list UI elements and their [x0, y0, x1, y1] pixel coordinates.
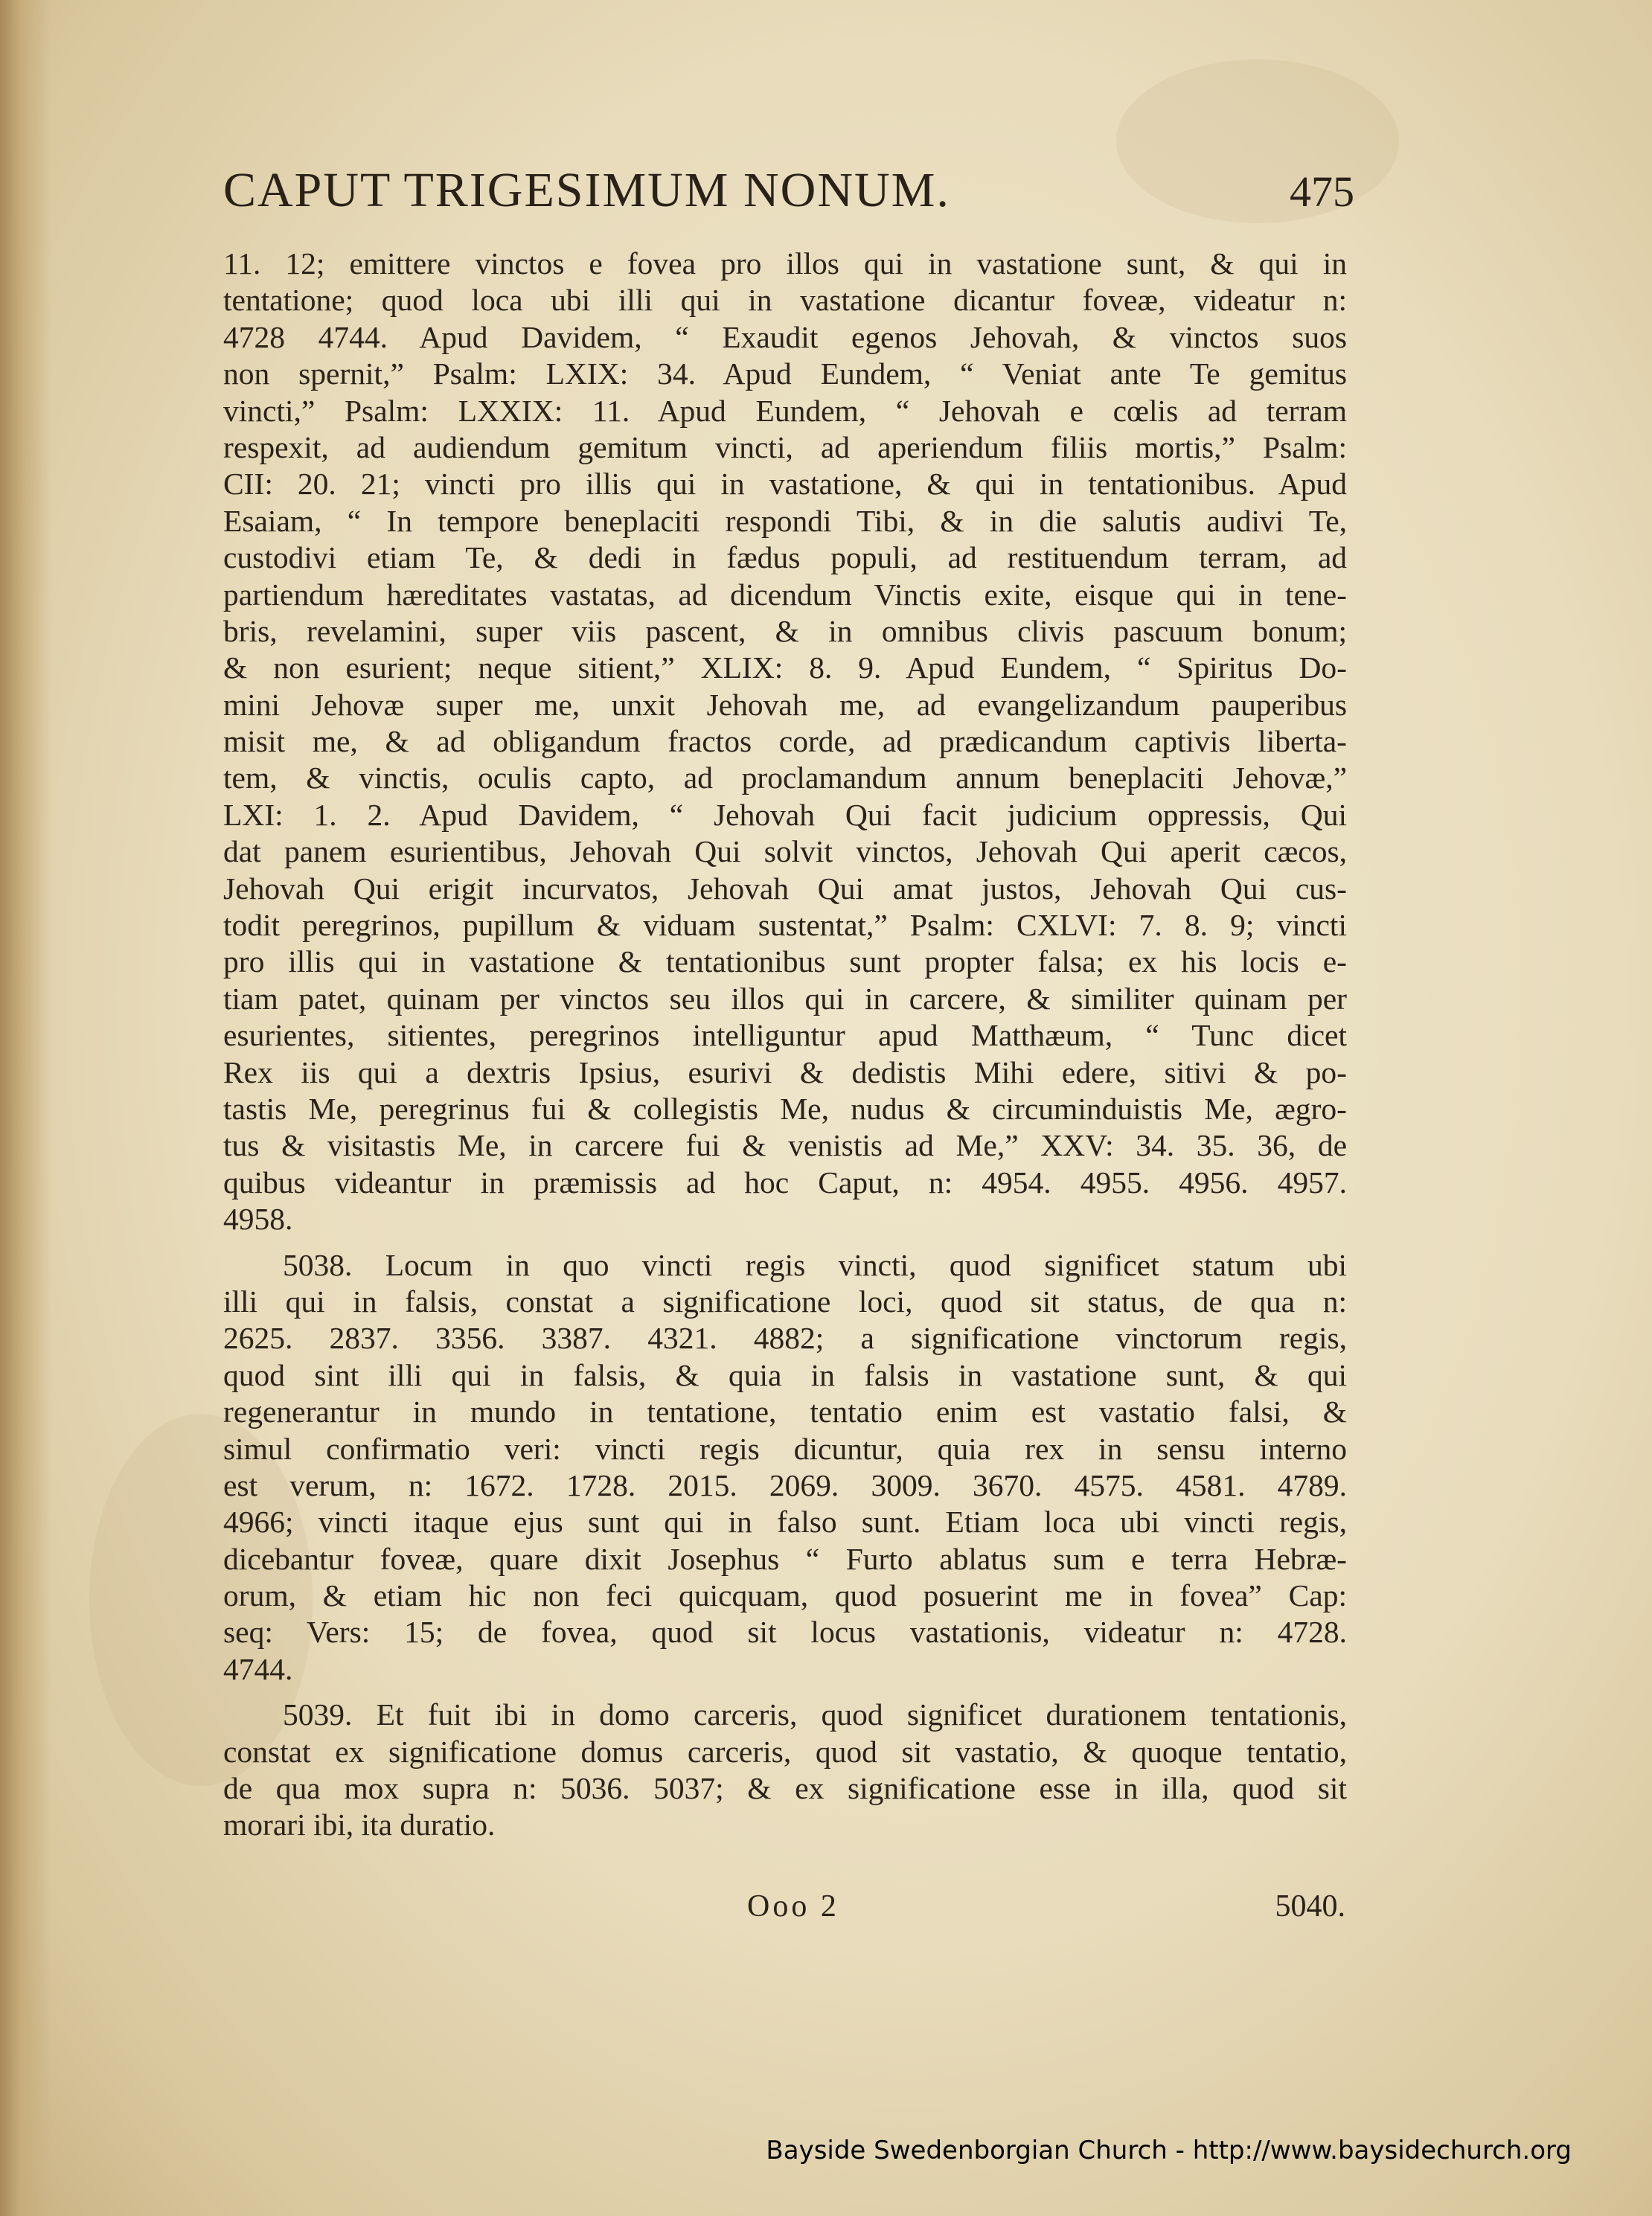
- text-line: misit me, & ad obligandum fractos corde, ad prædicandum captivis liberta-: [223, 724, 1347, 759]
- text-line: non spernit,” Psalm: LXIX: 34. Apud Eundem, “ Veniat ante Te gemitus: [223, 356, 1347, 391]
- text-line: 4744.: [223, 1651, 293, 1686]
- text-line: Rex iis qui a dextris Ipsius, esurivi & dedistis Mihi edere, sitivi & po-: [223, 1054, 1347, 1089]
- text-line: esurientes, sitientes, peregrinos intelliguntur apud Matthæum, “ Tunc dicet: [223, 1018, 1347, 1053]
- text-line: est verum, n: 1672. 1728. 2015. 2069. 3009. 3670. 4575. 4581. 4789.: [223, 1467, 1347, 1502]
- text-line: bris, revelamini, super viis pascent, & in omnibus clivis pascuum bonum;: [223, 613, 1347, 648]
- page-number: 475: [1290, 167, 1354, 216]
- text-line: tiam patet, quinam per vinctos seu illos qui in carcere, & similiter quinam per: [223, 981, 1347, 1016]
- text-line: quod sint illi qui in falsis, & quia in falsis in vastatione sunt, & qui: [223, 1357, 1347, 1392]
- text-line: mini Jehovæ super me, unxit Jehovah me, ad evangelizandum pauperibus: [223, 687, 1347, 722]
- text-line: Jehovah Qui erigit incurvatos, Jehovah Qui amat justos, Jehovah Qui cus-: [223, 871, 1347, 906]
- text-line: custodivi etiam Te, & dedi in fædus populi, ad restituendum terram, ad: [223, 540, 1347, 575]
- text-line: illi qui in falsis, constat a significatione loci, quod sit status, de qua n:: [223, 1284, 1347, 1319]
- text-line: constat ex significatione domus carceris, quod sit vastatio, & quoque tentatio,: [223, 1734, 1347, 1769]
- text-line: respexit, ad audiendum gemitum vincti, ad aperiendum filiis mortis,” Psalm:: [223, 429, 1347, 464]
- text-line: todit peregrinos, pupillum & viduam sustentat,” Psalm: CXLVI: 7. 8. 9; vincti: [223, 908, 1347, 943]
- catchword: 5040.: [1275, 1889, 1345, 1924]
- text-line: dicebantur foveæ, quare dixit Josephus “ Furto ablatus sum e terra Hebræ-: [223, 1541, 1347, 1576]
- text-line: seq: Vers: 15; de fovea, quod sit locus vastationis, videatur n: 4728.: [223, 1615, 1347, 1650]
- binding-shadow: [0, 0, 52, 2216]
- text-line: simul confirmatio veri: vincti regis dicuntur, quia rex in sensu interno: [223, 1431, 1347, 1466]
- text-line: partiendum hæreditates vastatas, ad dicendum Vinctis exite, eisque qui in tene-: [223, 577, 1347, 612]
- text-line: orum, & etiam hic non feci quicquam, quod posuerint me in fovea” Cap:: [223, 1578, 1347, 1613]
- text-line: 4966; vincti itaque ejus sunt qui in falso sunt. Etiam loca ubi vincti regis,: [223, 1505, 1347, 1540]
- text-line: tentatione; quod loca ubi illi qui in vastatione dicantur foveæ, videatur n:: [223, 283, 1347, 318]
- text-line: tem, & vinctis, oculis capto, ad proclamandum annum beneplaciti Jehovæ,”: [223, 760, 1347, 795]
- text-line: 2625. 2837. 3356. 3387. 4321. 4882; a significatione vinctorum regis,: [223, 1321, 1347, 1356]
- text-line: CII: 20. 21; vincti pro illis qui in vastatione, & qui in tentationibus. Apud: [223, 467, 1347, 502]
- text-line: 4958.: [223, 1202, 293, 1237]
- text-line: 11. 12; emittere vinctos e fovea pro illos qui in vastatione sunt, & qui in: [223, 246, 1347, 281]
- running-title: CAPUT TRIGESIMUM NONUM.: [223, 163, 950, 217]
- text-line: regenerantur in mundo in tentatione, tentatio enim est vastatio falsi, &: [223, 1394, 1347, 1429]
- text-line: LXI: 1. 2. Apud Davidem, “ Jehovah Qui facit judicium oppressis, Qui: [223, 797, 1347, 832]
- paragraph-gap: [223, 1238, 1347, 1247]
- text-line: & non esurient; neque sitient,” XLIX: 8. 9. Apud Eundem, “ Spiritus Do-: [223, 650, 1347, 685]
- text-line: quibus videantur in præmissis ad hoc Caput, n: 4954. 4955. 4956. 4957.: [223, 1165, 1347, 1200]
- paragraph-start-5038: 5038. Locum in quo vincti regis vincti, quod significet statum ubi: [283, 1247, 1347, 1282]
- paragraph-gap: [223, 1688, 1347, 1697]
- body-text: [223, 246, 1347, 1844]
- text-line: de qua mox supra n: 5036. 5037; & ex significatione esse in illa, quod sit: [223, 1771, 1347, 1806]
- text-line: morari ibi, ita duratio.: [223, 1807, 496, 1842]
- text-line: pro illis qui in vastatione & tentationibus sunt propter falsa; ex his locis e-: [223, 944, 1347, 979]
- text-line: tastis Me, peregrinus fui & collegistis Me, nudus & circuminduistis Me, ægro-: [223, 1091, 1347, 1126]
- text-line: Esaiam, “ In tempore beneplaciti respondi Tibi, & in die salutis audivi Te,: [223, 503, 1347, 538]
- text-line: tus & visitastis Me, in carcere fui & venistis ad Me,” XXV: 34. 35. 36, de: [223, 1128, 1347, 1163]
- text-line: dat panem esurientibus, Jehovah Qui solvit vinctos, Jehovah Qui aperit cæcos,: [223, 834, 1347, 869]
- signature-mark: Ooo 2: [747, 1889, 839, 1924]
- page-header: [223, 162, 1354, 229]
- paragraph-start-5039: 5039. Et fuit ibi in domo carceris, quod significet durationem tentationis,: [283, 1697, 1347, 1732]
- text-line: vincti,” Psalm: LXXIX: 11. Apud Eundem, “ Jehovah e cœlis ad terram: [223, 393, 1347, 428]
- text-line: 4728 4744. Apud Davidem, “ Exaudit egenos Jehovah, & vinctos suos: [223, 319, 1347, 354]
- website-watermark: Bayside Swedenborgian Church - http://www.baysidechurch.org: [766, 2136, 1572, 2165]
